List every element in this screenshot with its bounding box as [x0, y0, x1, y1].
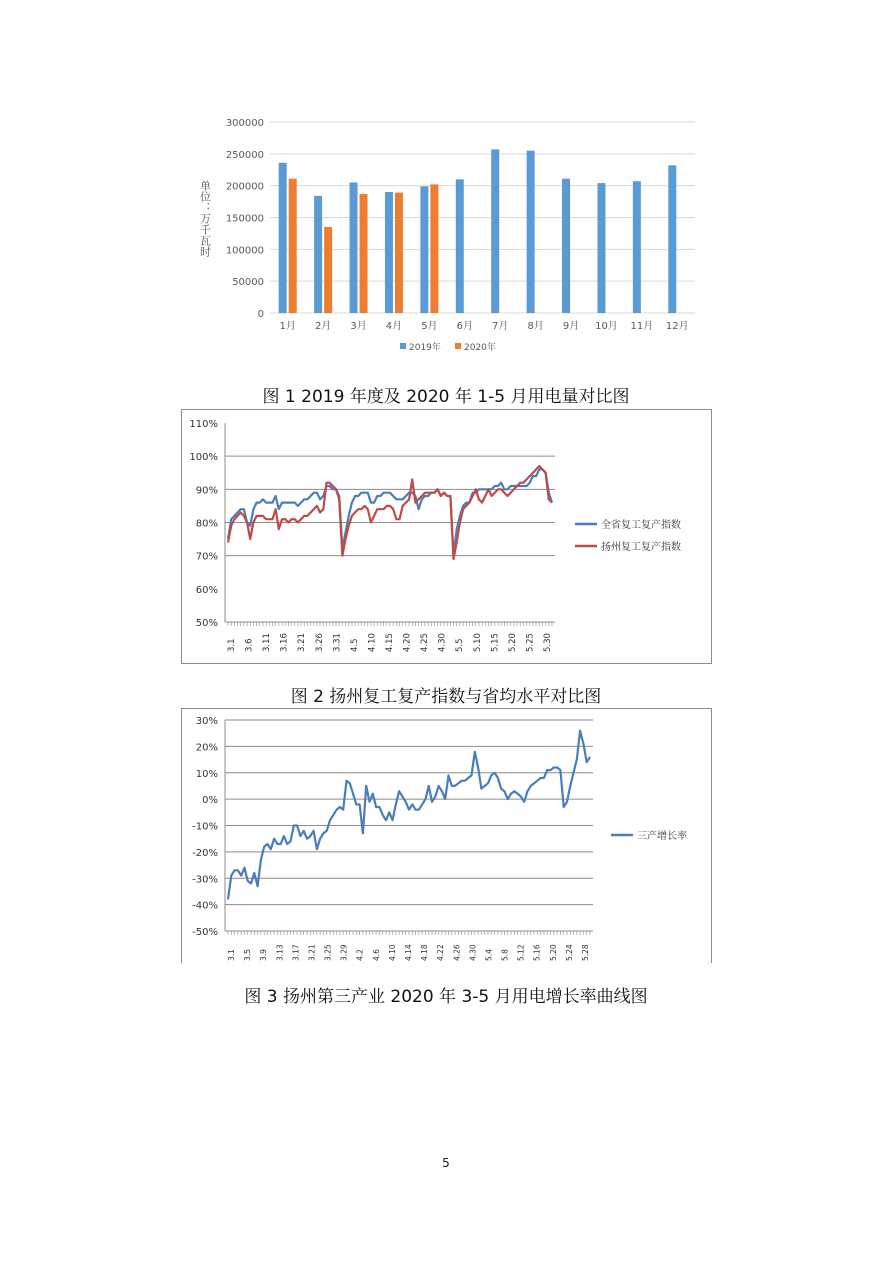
x-tick-label: 5.10: [472, 633, 483, 652]
x-tick-label: 3.26: [314, 633, 325, 652]
x-tick-label: 3.9: [259, 949, 269, 961]
y-tick-label: 60%: [195, 584, 218, 596]
y-axis-label: 单位：万千瓦时: [198, 180, 212, 257]
x-tick-label: 3.29: [339, 944, 349, 961]
x-tick-label: 3.11: [262, 633, 273, 652]
x-tick-label: 3.1: [227, 949, 236, 961]
figure-1-caption: 图 1 2019 年度及 2020 年 1-5 月用电量对比图: [262, 387, 630, 407]
y-tick-label: 80%: [195, 518, 218, 530]
bar-2019年-1月: [279, 163, 287, 313]
legend-label: 全省复工复产指数: [601, 520, 681, 531]
bar-2019年-9月: [562, 179, 570, 313]
y-tick-label: 50%: [195, 618, 218, 629]
legend-label: 三产增长率: [637, 831, 687, 842]
x-tick-label: 4.22: [436, 944, 446, 961]
x-tick-label: 3.25: [323, 944, 333, 961]
x-tick-label: 4.30: [437, 633, 448, 652]
x-tick-label: 4.5: [349, 638, 360, 652]
x-tick-label: 4.6: [371, 949, 381, 961]
series-line-扬州复工复产指数: [228, 466, 552, 559]
legend-label: 2019年: [409, 343, 441, 353]
bar-2019年-2月: [314, 196, 322, 313]
x-tick-label: 5.5: [455, 638, 466, 652]
y-tick-label: 250000: [225, 149, 264, 161]
x-tick-label: 4.30: [468, 944, 478, 961]
y-tick-label: 110%: [189, 419, 218, 430]
bar-2019年-12月: [668, 165, 676, 313]
x-tick-label: 6月: [456, 321, 473, 332]
x-tick-label: 5.28: [581, 944, 590, 961]
bar-2019年-6月: [456, 179, 464, 313]
x-tick-label: 5月: [421, 321, 438, 332]
x-tick-label: 5.30: [543, 633, 553, 652]
bar-2019年-10月: [597, 183, 605, 313]
y-tick-label: -40%: [192, 900, 218, 912]
x-tick-label: 3.16: [279, 633, 290, 652]
x-tick-label: 3.17: [291, 944, 301, 961]
y-tick-label: 100%: [189, 452, 218, 464]
x-tick-label: 3.13: [275, 944, 285, 961]
x-tick-label: 8月: [527, 321, 544, 332]
x-tick-label: 5.4: [484, 949, 494, 961]
x-tick-label: 11月: [630, 321, 654, 332]
x-tick-label: 3.21: [307, 944, 317, 961]
x-tick-label: 5.20: [507, 633, 518, 652]
x-tick-label: 4.14: [404, 944, 413, 961]
x-tick-label: 5.8: [500, 949, 510, 961]
x-tick-label: 4.2: [355, 949, 365, 961]
bar-2020年-5月: [430, 184, 438, 313]
bar-2020年-1月: [289, 179, 297, 313]
x-tick-label: 4.15: [385, 633, 395, 652]
y-tick-label: 0: [257, 309, 264, 320]
bar-2019年-11月: [633, 181, 641, 313]
x-tick-label: 5.12: [516, 944, 526, 961]
x-tick-label: 3.6: [244, 638, 255, 652]
legend-swatch: [400, 343, 406, 349]
y-tick-label: 50000: [232, 277, 264, 289]
x-tick-label: 3.1: [227, 638, 237, 652]
x-tick-label: 10月: [595, 321, 618, 332]
bar-2020年-4月: [395, 193, 403, 313]
y-tick-label: 90%: [195, 485, 218, 497]
bar-2019年-8月: [527, 151, 535, 313]
y-tick-label: 30%: [195, 716, 218, 727]
page-number: 5: [442, 1156, 450, 1170]
series-line-三产增长率: [228, 731, 590, 900]
bar-2019年-3月: [350, 182, 358, 313]
y-tick-label: 300000: [225, 118, 264, 129]
x-tick-label: 7月: [492, 321, 509, 332]
x-tick-label: 5.24: [564, 944, 574, 961]
x-tick-label: 3月: [350, 321, 367, 332]
legend-swatch: [455, 343, 461, 349]
legend-label: 扬州复工复产指数: [601, 542, 681, 553]
y-tick-label: 150000: [225, 213, 264, 225]
x-tick-label: 4.25: [420, 633, 431, 652]
x-tick-label: 1月: [279, 321, 296, 332]
y-tick-label: 70%: [195, 551, 218, 563]
x-tick-label: 5.16: [532, 944, 542, 961]
y-tick-label: 200000: [225, 181, 264, 193]
bar-2020年-3月: [360, 194, 368, 313]
x-tick-label: 3.31: [332, 633, 343, 652]
x-tick-label: 4月: [385, 321, 403, 332]
y-tick-label: 100000: [225, 245, 264, 257]
x-tick-label: 5.20: [548, 944, 558, 961]
x-tick-label: 12月: [665, 321, 689, 332]
x-tick-label: 4.10: [367, 633, 378, 652]
bar-2019年-5月: [420, 186, 428, 313]
y-tick-label: 0%: [202, 795, 218, 807]
line-chart-resumption-index: [181, 409, 712, 664]
y-tick-label: -20%: [192, 847, 218, 859]
legend-label: 2020年: [464, 343, 496, 353]
x-tick-label: 3.5: [243, 949, 253, 961]
y-tick-label: -30%: [192, 874, 218, 886]
bar-chart-electricity: [195, 110, 705, 360]
x-tick-label: 4.20: [402, 633, 413, 652]
y-tick-label: 10%: [195, 768, 218, 780]
x-tick-label: 4.10: [387, 944, 397, 961]
x-tick-label: 3.21: [297, 633, 308, 652]
y-tick-label: -10%: [192, 821, 218, 833]
y-tick-label: -50%: [192, 927, 218, 938]
x-tick-label: 5.15: [490, 633, 501, 652]
x-tick-label: 5.25: [525, 633, 536, 652]
bar-2019年-7月: [491, 149, 499, 313]
line-chart-tertiary-growth: [181, 708, 712, 963]
figure-2-caption: 图 2 扬州复工复产指数与省均水平对比图: [290, 687, 602, 707]
bar-2020年-2月: [324, 227, 332, 313]
y-tick-label: 20%: [195, 742, 218, 754]
figure-3-caption: 图 3 扬州第三产业 2020 年 3-5 月用电增长率曲线图: [244, 987, 648, 1007]
x-tick-label: 4.18: [420, 944, 430, 961]
bar-2019年-4月: [385, 192, 393, 313]
x-tick-label: 4.26: [452, 944, 462, 961]
x-tick-label: 2月: [314, 321, 332, 332]
x-tick-label: 9月: [562, 321, 580, 332]
